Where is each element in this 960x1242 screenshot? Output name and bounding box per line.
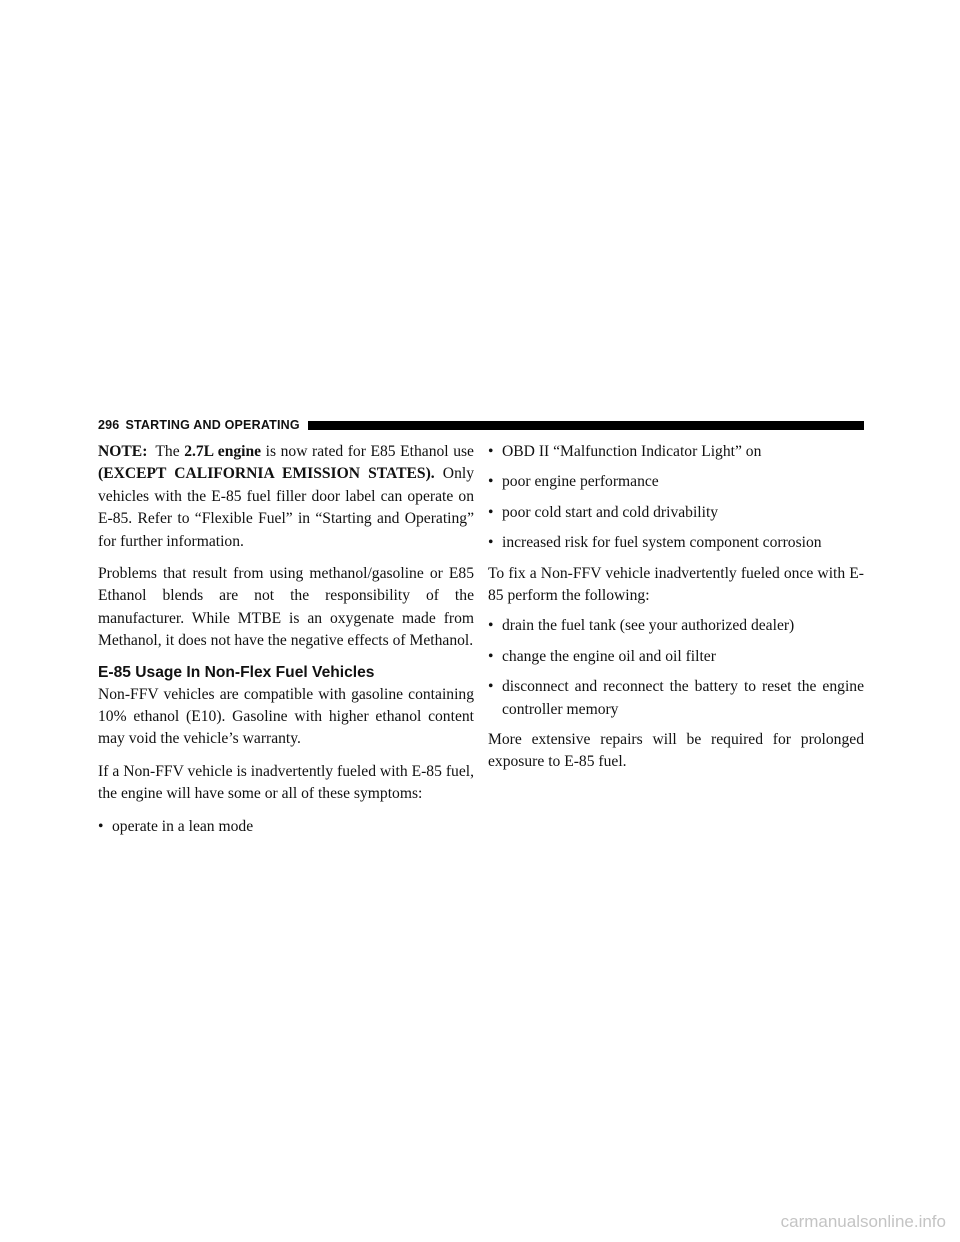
note-bold-engine: 2.7L engine (184, 443, 262, 460)
header-rule (308, 421, 864, 430)
list-item: • OBD II “Malfunction Indicator Light” on (488, 441, 864, 463)
left-column (98, 441, 474, 846)
note-text-3: Only vehicles with the E-85 fuel filler door label can operate on E-85. Refer to “Flexible Fuel” in “Starting and Operating” for further information. (98, 465, 474, 550)
symptom-list-left (98, 816, 474, 838)
methanol-paragraph: Problems that result from using methanol/gasoline or E85 Ethanol blends are not the responsibility of the manufacturer. While MTBE is an oxygenate made from Methanol, it does not have the negative effects of Methanol. (98, 565, 474, 650)
bullet-icon: • (488, 473, 494, 491)
right-column (488, 441, 864, 782)
fix-intro-paragraph: To fix a Non-FFV vehicle inadvertently fueled once with E-85 perform the following: (488, 564, 864, 605)
note-paragraph (98, 441, 474, 553)
compatibility-paragraph: Non-FFV vehicles are compatible with gasoline containing 10% ethanol (E10). Gasoline with higher ethanol content may void the vehicle’s warranty. (98, 685, 474, 748)
list-item: • disconnect and reconnect the battery to reset the engine controller memory (488, 678, 864, 718)
bullet-icon: • (488, 647, 494, 665)
bullet-icon: • (488, 443, 494, 460)
bullet-icon: • (488, 678, 494, 696)
section-title: STARTING AND OPERATING (125, 418, 300, 432)
watermark: carmanualsonline.info (780, 1212, 946, 1231)
fix-steps-list (488, 615, 864, 721)
list-item: • operate in a lean mode (98, 816, 474, 838)
list-item: • poor cold start and cold drivability (488, 502, 864, 524)
page-number: 296 (98, 418, 120, 432)
list-item: • change the engine oil and oil filter (488, 646, 864, 668)
bullet-icon: • (488, 503, 494, 521)
prolonged-exposure-paragraph: More extensive repairs will be required for prolonged exposure to E-85 fuel. (488, 731, 864, 771)
section-heading: E-85 Usage In Non-Flex Fuel Vehicles (98, 663, 375, 681)
bullet-icon: • (488, 534, 494, 552)
note-text-2: is now rated for E85 Ethanol use (261, 443, 474, 460)
bullet-icon: • (488, 617, 494, 635)
note-bold-exception: (EXCEPT CALIFORNIA EMISSION STATES). (98, 465, 435, 483)
list-item: • poor engine performance (488, 471, 864, 493)
symptoms-intro-paragraph: If a Non-FFV vehicle is inadvertently fueled with E-85 fuel, the engine will have some or all of these symptoms: (98, 762, 474, 803)
list-item: • increased risk for fuel system component corrosion (488, 532, 864, 554)
note-label: NOTE: (98, 443, 148, 460)
symptom-list-right (488, 441, 864, 555)
page-header (98, 418, 864, 432)
note-text-1: The (155, 443, 185, 460)
list-item: • drain the fuel tank (see your authorized dealer) (488, 615, 864, 637)
bullet-icon: • (98, 817, 104, 835)
